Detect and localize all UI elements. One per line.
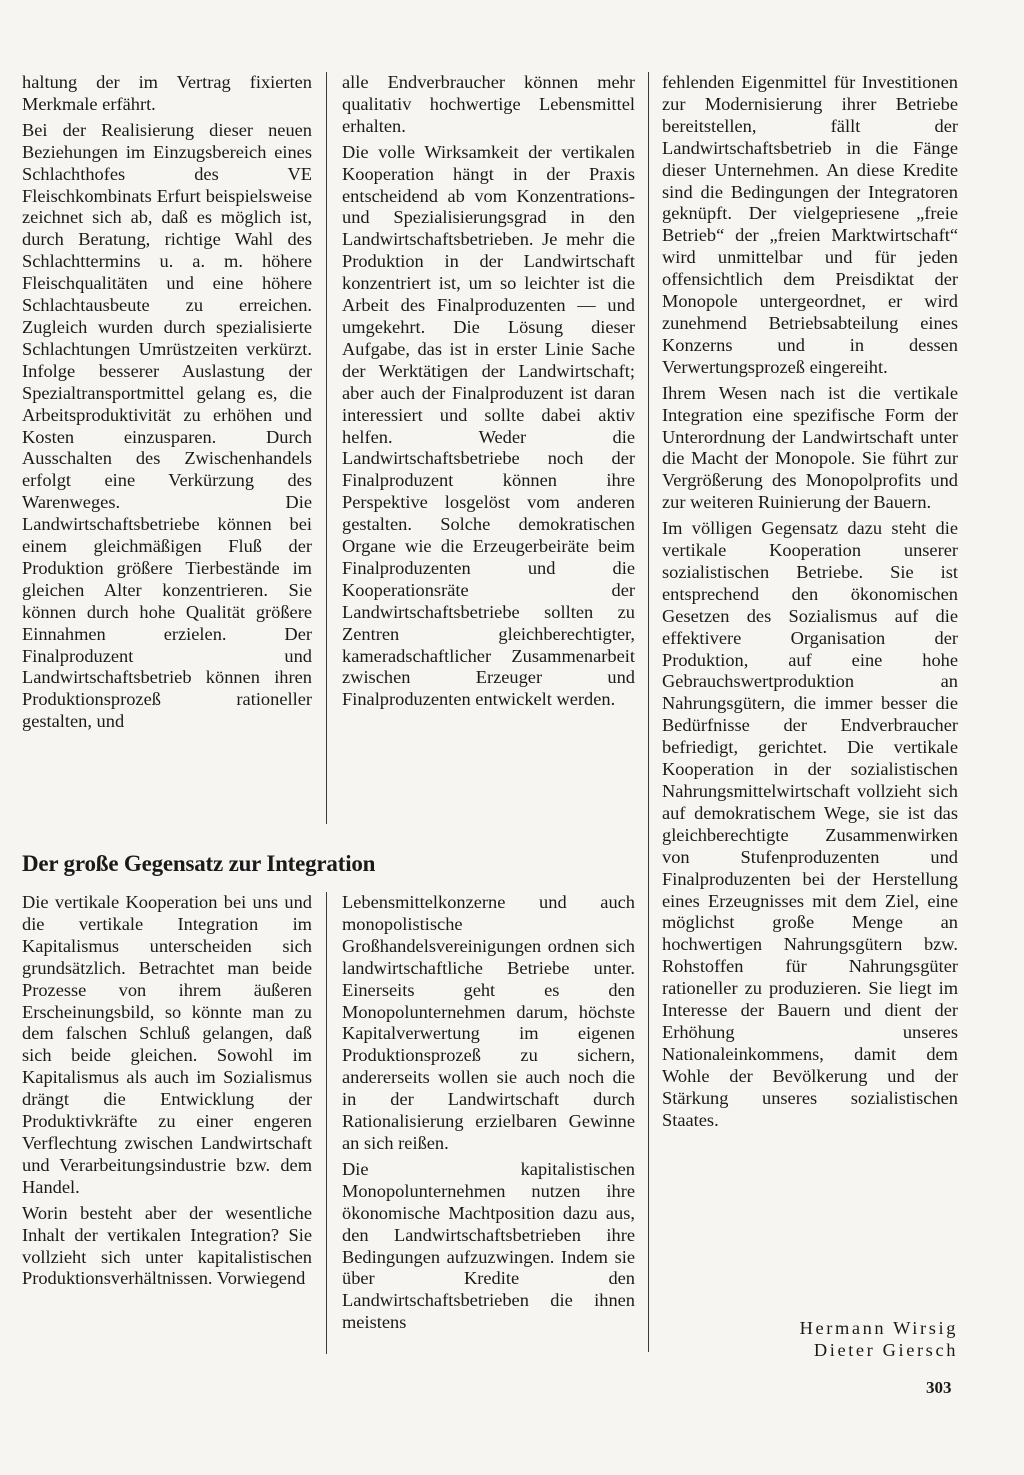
paragraph: Die kapitalistischen Monopolunternehmen nutzen ihre ökonomische Machtposition dazu aus, den Landwirtschaftsbetrieben ihre Bedingungen aufzuzwingen. Indem sie über Kredite den Landwirtschaftsbetrieben die ihnen meistens <box>342 1158 635 1333</box>
paragraph: alle Endverbraucher können mehr qualitativ hochwertige Lebensmittel erhalten. <box>342 72 635 136</box>
column-rule <box>326 72 327 824</box>
page-number: 303 <box>926 1378 952 1397</box>
text-column <box>662 72 958 1132</box>
text-column <box>342 72 635 711</box>
paragraph: fehlenden Eigenmittel für Investitionen zur Modernisierung ihrer Betriebe bereitstellen, fällt der Landwirtschaftsbetrieb in die Fänge dieser Unternehmen. An diese Kredite sind die Bedingungen der Integratoren geknüpft. Der vielgepriesene „freie Betrieb“ der „freien Marktwirtschaft“ wird unmittelbar und für jeden offensichtlich dem Preisdiktat der Monopole untergeordnet, er wird zunehmend Betriebsabteilung eines Konzerns und in dessen Verwertungsprozeß eingereiht. <box>662 72 958 377</box>
paragraph: Bei der Realisierung dieser neuen Beziehungen im Einzugsbereich eines Schlachthofes des VE Fleischkombinats Erfurt beispielsweise zeichnet sich ab, daß es möglich ist, durch Beratung, richtige Wahl des Schlachttermins u. a. m. höhere Fleischqualitäten und eine höhere Schlachtausbeute zu erreichen. Zugleich wurden durch spezialisierte Schlachtungen Umrüstzeiten verkürzt. Infolge besserer Auslastung der Spezialtransportmittel gelang es, die Arbeitsproduktivität zu erhöhen und Kosten einzusparen. Durch Ausschalten des Zwischenhandels erfolgt eine Verkürzung des Warenweges. Die Landwirtschaftsbetriebe können bei einem gleichmäßigen Fluß der Produktion größere Tierbestände im gleichen Alter konzentrieren. Sie können durch hohe Qualität größere Einnahmen erzielen. Der Finalproduzent und Landwirtschaftsbetrieb können ihren Produktionsprozeß rationeller gestalten, und <box>22 119 312 732</box>
paragraph: haltung der im Vertrag fixierten Merkmale erfährt. <box>22 72 312 114</box>
text-column <box>22 892 312 1290</box>
author-name: Hermann Wirsig <box>799 1318 958 1338</box>
column-rule <box>326 892 327 1354</box>
author-name: Dieter Giersch <box>813 1340 958 1360</box>
section-heading: Der große Gegensatz zur Integration <box>22 851 376 876</box>
paragraph: Ihrem Wesen nach ist die vertikale Integration eine spezifische Form der Unterordnung der Landwirtschaft unter die Macht der Monopole. Sie führt zur Vergrößerung des Monopolprofits und zur weiteren Ruinierung der Bauern. <box>662 382 958 513</box>
column-rule <box>648 72 649 1352</box>
paragraph: Lebensmittelkonzerne und auch monopolistische Großhandelsvereinigungen ordnen sich landwirtschaftliche Betriebe unter. Einerseits geht es den Monopolunternehmen darum, höchste Kapitalverwertung im eigenen Produktionsprozeß zu sichern, andererseits wollen sie auch noch die in der Landwirtschaft durch Rationalisierung erzielbaren Gewinne an sich reißen. <box>342 892 635 1153</box>
text-column <box>22 72 312 733</box>
text-column <box>342 892 635 1334</box>
paragraph: Im völligen Gegensatz dazu steht die vertikale Kooperation unserer sozialistischen Betriebe. Sie ist entsprechend den ökonomischen Gesetzen des Sozialismus auf die effektivere Organisation der Produktion, auf eine hohe Gebrauchswertproduktion an Nahrungsgütern, die immer besser die Bedürfnisse der Endverbraucher befriedigt, gerichtet. Die vertikale Kooperation in der sozialistischen Nahrungsmittelwirtschaft vollzieht sich auf demokratischem Wege, sie ist das gleichberechtigte Zusammenwirken von Stufenproduzenten und Finalproduzenten bei der Herstellung eines Erzeugnisses mit dem Ziel, eine möglichst große Menge an hochwertigen Nahrungsgütern bzw. Rohstoffen für Nahrungsgüter rationeller zu produzieren. Sie liegt im Interesse der Bauern und dient der Erhöhung unseres Nationaleinkommens, damit dem Wohle der Bevölkerung und der Stärkung unseres sozialistischen Staates. <box>662 518 958 1130</box>
paragraph: Worin besteht aber der wesentliche Inhalt der vertikalen Integration? Sie vollzieht sich unter kapitalistischen Produktionsverhältnissen. Vorwiegend <box>22 1202 312 1289</box>
paragraph: Die volle Wirksamkeit der vertikalen Kooperation hängt in der Praxis entscheidend ab vom Konzentrations- und Spezialisierungsgrad in den Landwirtschaftsbetrieben. Je mehr die Produktion in der Landwirtschaft konzentriert ist, um so leichter ist die Arbeit des Finalproduzenten — und umgekehrt. Die Lösung dieser Aufgabe, das ist in erster Linie Sache der Werktätigen der Landwirtschaft; aber auch der Finalproduzent ist daran interessiert und sollte dabei aktiv helfen. Weder die Landwirtschaftsbetriebe noch der Finalproduzent können ihre Perspektive losgelöst vom anderen gestalten. Solche demokratischen Organe wie die Erzeugerbeiräte beim Finalproduzenten und die Kooperationsräte der Landwirtschaftsbetriebe sollten zu Zentren gleichberechtigter, kameradschaftlicher Zusammenarbeit zwischen Erzeuger und Finalproduzenten entwickelt werden. <box>342 141 635 710</box>
paragraph: Die vertikale Kooperation bei uns und die vertikale Integration im Kapitalismus unterscheiden sich grundsätzlich. Betrachtet man beide Prozesse von ihrem äußeren Erscheinungsbild, so könnte man zu dem falschen Schluß gelangen, daß sich beide gleichen. Sowohl im Kapitalismus als auch im Sozialismus drängt die Entwicklung der Produktivkräfte zu einer engeren Verflechtung zwischen Landwirtschaft und Verarbeitungsindustrie bzw. dem Handel. <box>22 892 312 1197</box>
